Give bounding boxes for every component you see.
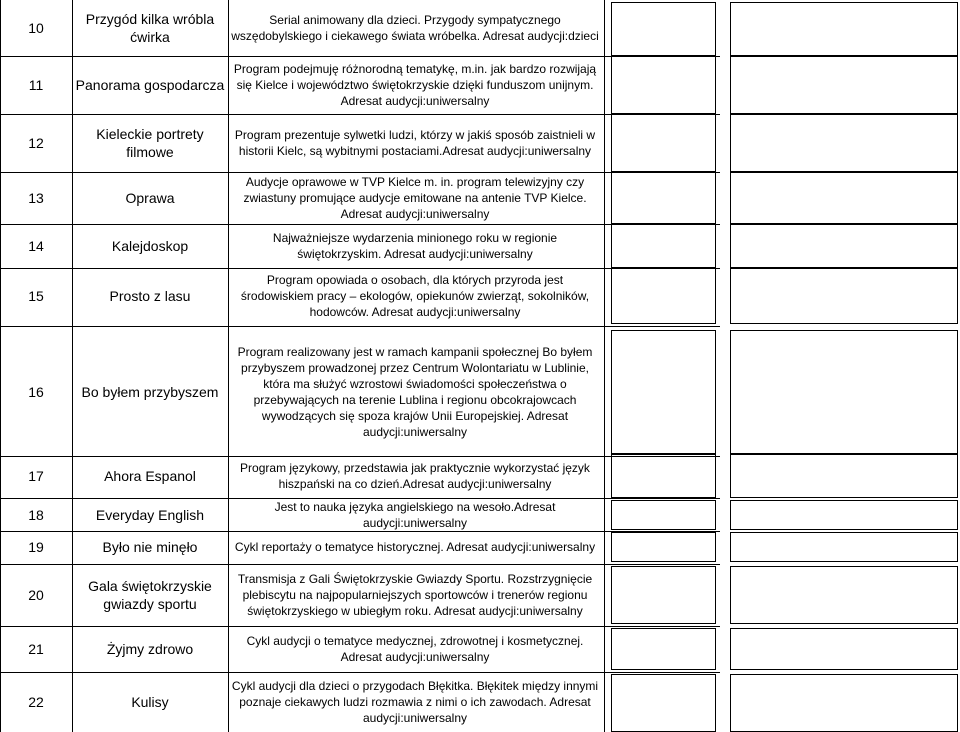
table-row (0, 674, 960, 730)
row-divider (0, 268, 720, 269)
program-description: Program językowy, przedstawia jak praktycznie wykorzystać język hiszpański na co dzień.Adresat audycji:uniwersalny (240, 461, 590, 491)
column-divider (604, 0, 605, 732)
program-title: Panorama gospodarcza (75, 77, 225, 93)
empty-cell (730, 566, 958, 624)
program-title: Kulisy (131, 694, 169, 710)
program-title: Kieleckie portrety filmowe (96, 126, 204, 160)
empty-cell (611, 224, 716, 268)
table-row (0, 56, 960, 114)
empty-cell (611, 2, 716, 56)
row-divider (0, 531, 720, 532)
table-row (0, 0, 960, 56)
row-number: 17 (28, 468, 44, 484)
column-divider (228, 0, 229, 732)
program-description: Jest to nauka języka angielskiego na wesoło.Adresat audycji:uniwersalny (274, 500, 556, 530)
table-row (0, 330, 960, 454)
table-row (0, 566, 960, 624)
empty-cell (730, 172, 958, 224)
empty-cell (611, 268, 716, 324)
row-number: 15 (28, 288, 44, 304)
row-divider (0, 56, 720, 57)
empty-cell (730, 224, 958, 268)
program-title: Prosto z lasu (109, 288, 191, 304)
empty-cell (730, 2, 958, 56)
program-description: Cykl audycji dla dzieci o przygodach Błękitka. Błękitek między innymi poznaje ciekawych ludzi rozmawia z nimi o ich zawodach. Adresat audycji:uniwersalny (231, 679, 599, 725)
empty-cell (611, 628, 716, 670)
program-description: Najważniejsze wydarzenia minionego roku w regionie świętokrzyskim. Adresat audycji:uniwersalny (272, 231, 558, 261)
row-number: 11 (28, 77, 44, 93)
empty-cell (730, 330, 958, 454)
program-title: Przygód kilka wróbla ćwirka (85, 11, 215, 45)
empty-cell (611, 114, 716, 172)
program-title: Było nie minęło (102, 539, 198, 555)
program-description: Audycje oprawowe w TVP Kielce m. in. program telewizyjny czy zwiastuny promujące audycje emitowane na antenie TVP Kielce. Adresat audycji:uniwersalny (243, 175, 587, 221)
column-divider (72, 0, 73, 732)
empty-cell (730, 532, 958, 562)
column-divider (0, 0, 1, 732)
row-number: 18 (28, 507, 44, 523)
row-number: 21 (28, 641, 44, 657)
empty-cell (730, 674, 958, 732)
program-description: Cykl audycji o tematyce medycznej, zdrowotnej i kosmetycznej. Adresat audycji:uniwersalny (246, 634, 584, 664)
empty-cell (611, 454, 716, 498)
row-divider (0, 224, 720, 225)
empty-cell (611, 330, 716, 454)
table-row (0, 500, 960, 530)
empty-cell (611, 56, 716, 114)
program-title: Ahora Espanol (104, 468, 196, 484)
row-number: 19 (28, 539, 44, 555)
empty-cell (730, 268, 958, 324)
empty-cell (611, 566, 716, 624)
empty-cell (730, 114, 958, 172)
row-divider (0, 326, 720, 327)
table-row (0, 224, 960, 268)
program-description: Serial animowany dla dzieci. Przygody sympatycznego wszędobylskiego i ciekawego świata wróbelka. Adresat audycji:dzieci (231, 13, 599, 43)
program-description: Program podejmuję różnorodną tematykę, m.in. jak bardzo rozwijają się Kielce i województwo świętokrzyskie dzięki funduszom unijnym. Adresat audycji:uniwersalny (233, 62, 597, 108)
row-divider (0, 456, 720, 457)
program-description: Program prezentuje sylwetki ludzi, którzy w jakiś sposób zaistnieli w historii Kielc, są wybitnymi postaciami.Adresat audycji:uniwersalny (234, 128, 596, 158)
program-title: Everyday English (95, 507, 205, 523)
row-divider (0, 114, 720, 115)
table-row (0, 114, 960, 172)
table-row (0, 532, 960, 562)
row-number: 10 (28, 20, 44, 36)
program-title: Kalejdoskop (111, 238, 189, 254)
program-description: Program opowiada o osobach, dla których przyroda jest środowiskiem pracy – ekologów, opiekunów zwierząt, sokolników, hodowców. Adresat audycji:uniwersalny (240, 273, 590, 319)
row-divider (0, 626, 720, 627)
empty-cell (611, 674, 716, 732)
empty-cell (611, 172, 716, 224)
row-number: 20 (28, 587, 44, 603)
empty-cell (730, 628, 958, 670)
program-title: Oprawa (125, 190, 175, 206)
empty-cell (611, 532, 716, 562)
empty-cell (730, 454, 958, 498)
program-title: Bo byłem przybyszem (81, 384, 219, 400)
program-title: Żyjmy zdrowo (106, 641, 194, 657)
empty-cell (611, 500, 716, 530)
row-divider (0, 172, 720, 173)
table-row (0, 628, 960, 670)
program-description: Cykl reportaży o tematyce historycznej. Adresat audycji:uniwersalny (234, 540, 596, 554)
row-divider (0, 564, 720, 565)
empty-cell (730, 500, 958, 530)
row-divider (0, 498, 720, 499)
row-number: 12 (28, 135, 44, 151)
table-row (0, 454, 960, 498)
row-divider (0, 672, 720, 673)
row-number: 22 (28, 694, 44, 710)
program-description: Transmisja z Gali Świętokrzyskie Gwiazdy Sportu. Rozstrzygnięcie plebiscytu na najpopularniejszych sportowców i trenerów regionu świętokrzyskiego w ubiegłym roku. Adresat audycji:uniwersalny (237, 572, 593, 618)
table-row (0, 172, 960, 224)
empty-cell (730, 56, 958, 114)
row-number: 13 (28, 190, 44, 206)
row-number: 14 (28, 238, 44, 254)
row-number: 16 (28, 384, 44, 400)
program-title: Gala świętokrzyskie gwiazdy sportu (88, 578, 212, 612)
table-row (0, 268, 960, 324)
program-description: Program realizowany jest w ramach kampanii społecznej Bo byłem przybyszem prowadzonej przez Centrum Wolontariatu w Lublinie, która ma służyć wzrostowi świadomości społeczeństwa o przebywających na terenie Lublina i regionu obcokrajowcach wywodzących się spoza krajów Unii Europejskiej. Adresat audycji:uniwersalny (237, 345, 593, 439)
